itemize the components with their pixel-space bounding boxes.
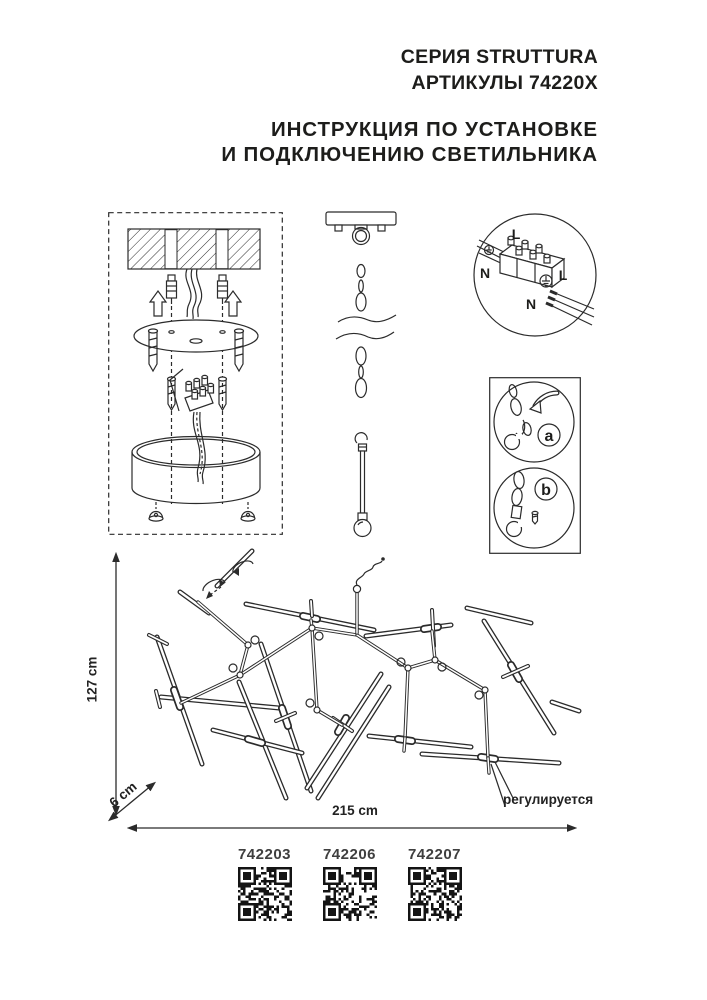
step-b-label: b [541,482,551,499]
power-cord [353,557,384,633]
series-title: СЕРИЯ STRUTTURA [400,46,598,68]
suspension-rod [354,433,371,537]
terminal-block [500,236,564,287]
outgoing-neutral-label: N [525,296,537,312]
ceiling-bracket [326,212,396,245]
insert-arrow-icon [206,591,213,599]
assembly-detail [203,561,253,599]
incoming-neutral-label: N [479,265,491,281]
qr-code [238,867,292,921]
cap-nut [241,502,255,521]
width-dimension-arrow [126,820,578,836]
ceiling-hatch [128,229,260,269]
wall-anchor-left [167,275,177,304]
width-dimension-label: 215 cm [332,803,378,818]
qr-item [233,846,296,921]
header-series [401,44,598,96]
drum-shade [132,437,260,504]
step-a [494,382,574,462]
articles-line: АРТИКУЛЫ 74220X [411,72,598,94]
wiring-detail-diagram [472,212,598,338]
mains-wires [186,269,202,319]
step-a-label: a [544,428,554,445]
adjustable-label: регулируется [503,792,594,807]
tube-sleeves [174,616,519,759]
screw-icon [532,511,538,524]
qr-code [408,867,462,921]
outgoing-live-label: L [558,267,568,283]
header-instruction [221,117,598,167]
canopy-dimension-label: 6 cm [106,778,140,811]
step-b [494,468,574,548]
qr-code [323,867,377,921]
qr-article-label: 742203 [237,846,292,863]
instruction-line-1: ИНСТРУКЦИЯ ПО УСТАНОВКЕ [270,118,598,141]
arrow-up-icon [150,291,166,316]
instruction-line-2: И ПОДКЛЮЧЕНИЮ СВЕТИЛЬНИКА [221,143,598,166]
incoming-live-label: L [511,226,521,242]
qr-article-label: 742207 [407,846,462,863]
qr-item [318,846,381,921]
suspension-chain [336,265,396,398]
qr-item [403,846,466,921]
chain-adjust-steps-diagram [489,377,581,554]
qr-article-label: 742206 [322,846,377,863]
cap-nut [149,502,163,521]
hanging-kit-diagram [318,206,423,542]
height-dimension-label: 127 cm [84,656,100,703]
ceiling-mount-diagram [108,212,283,535]
